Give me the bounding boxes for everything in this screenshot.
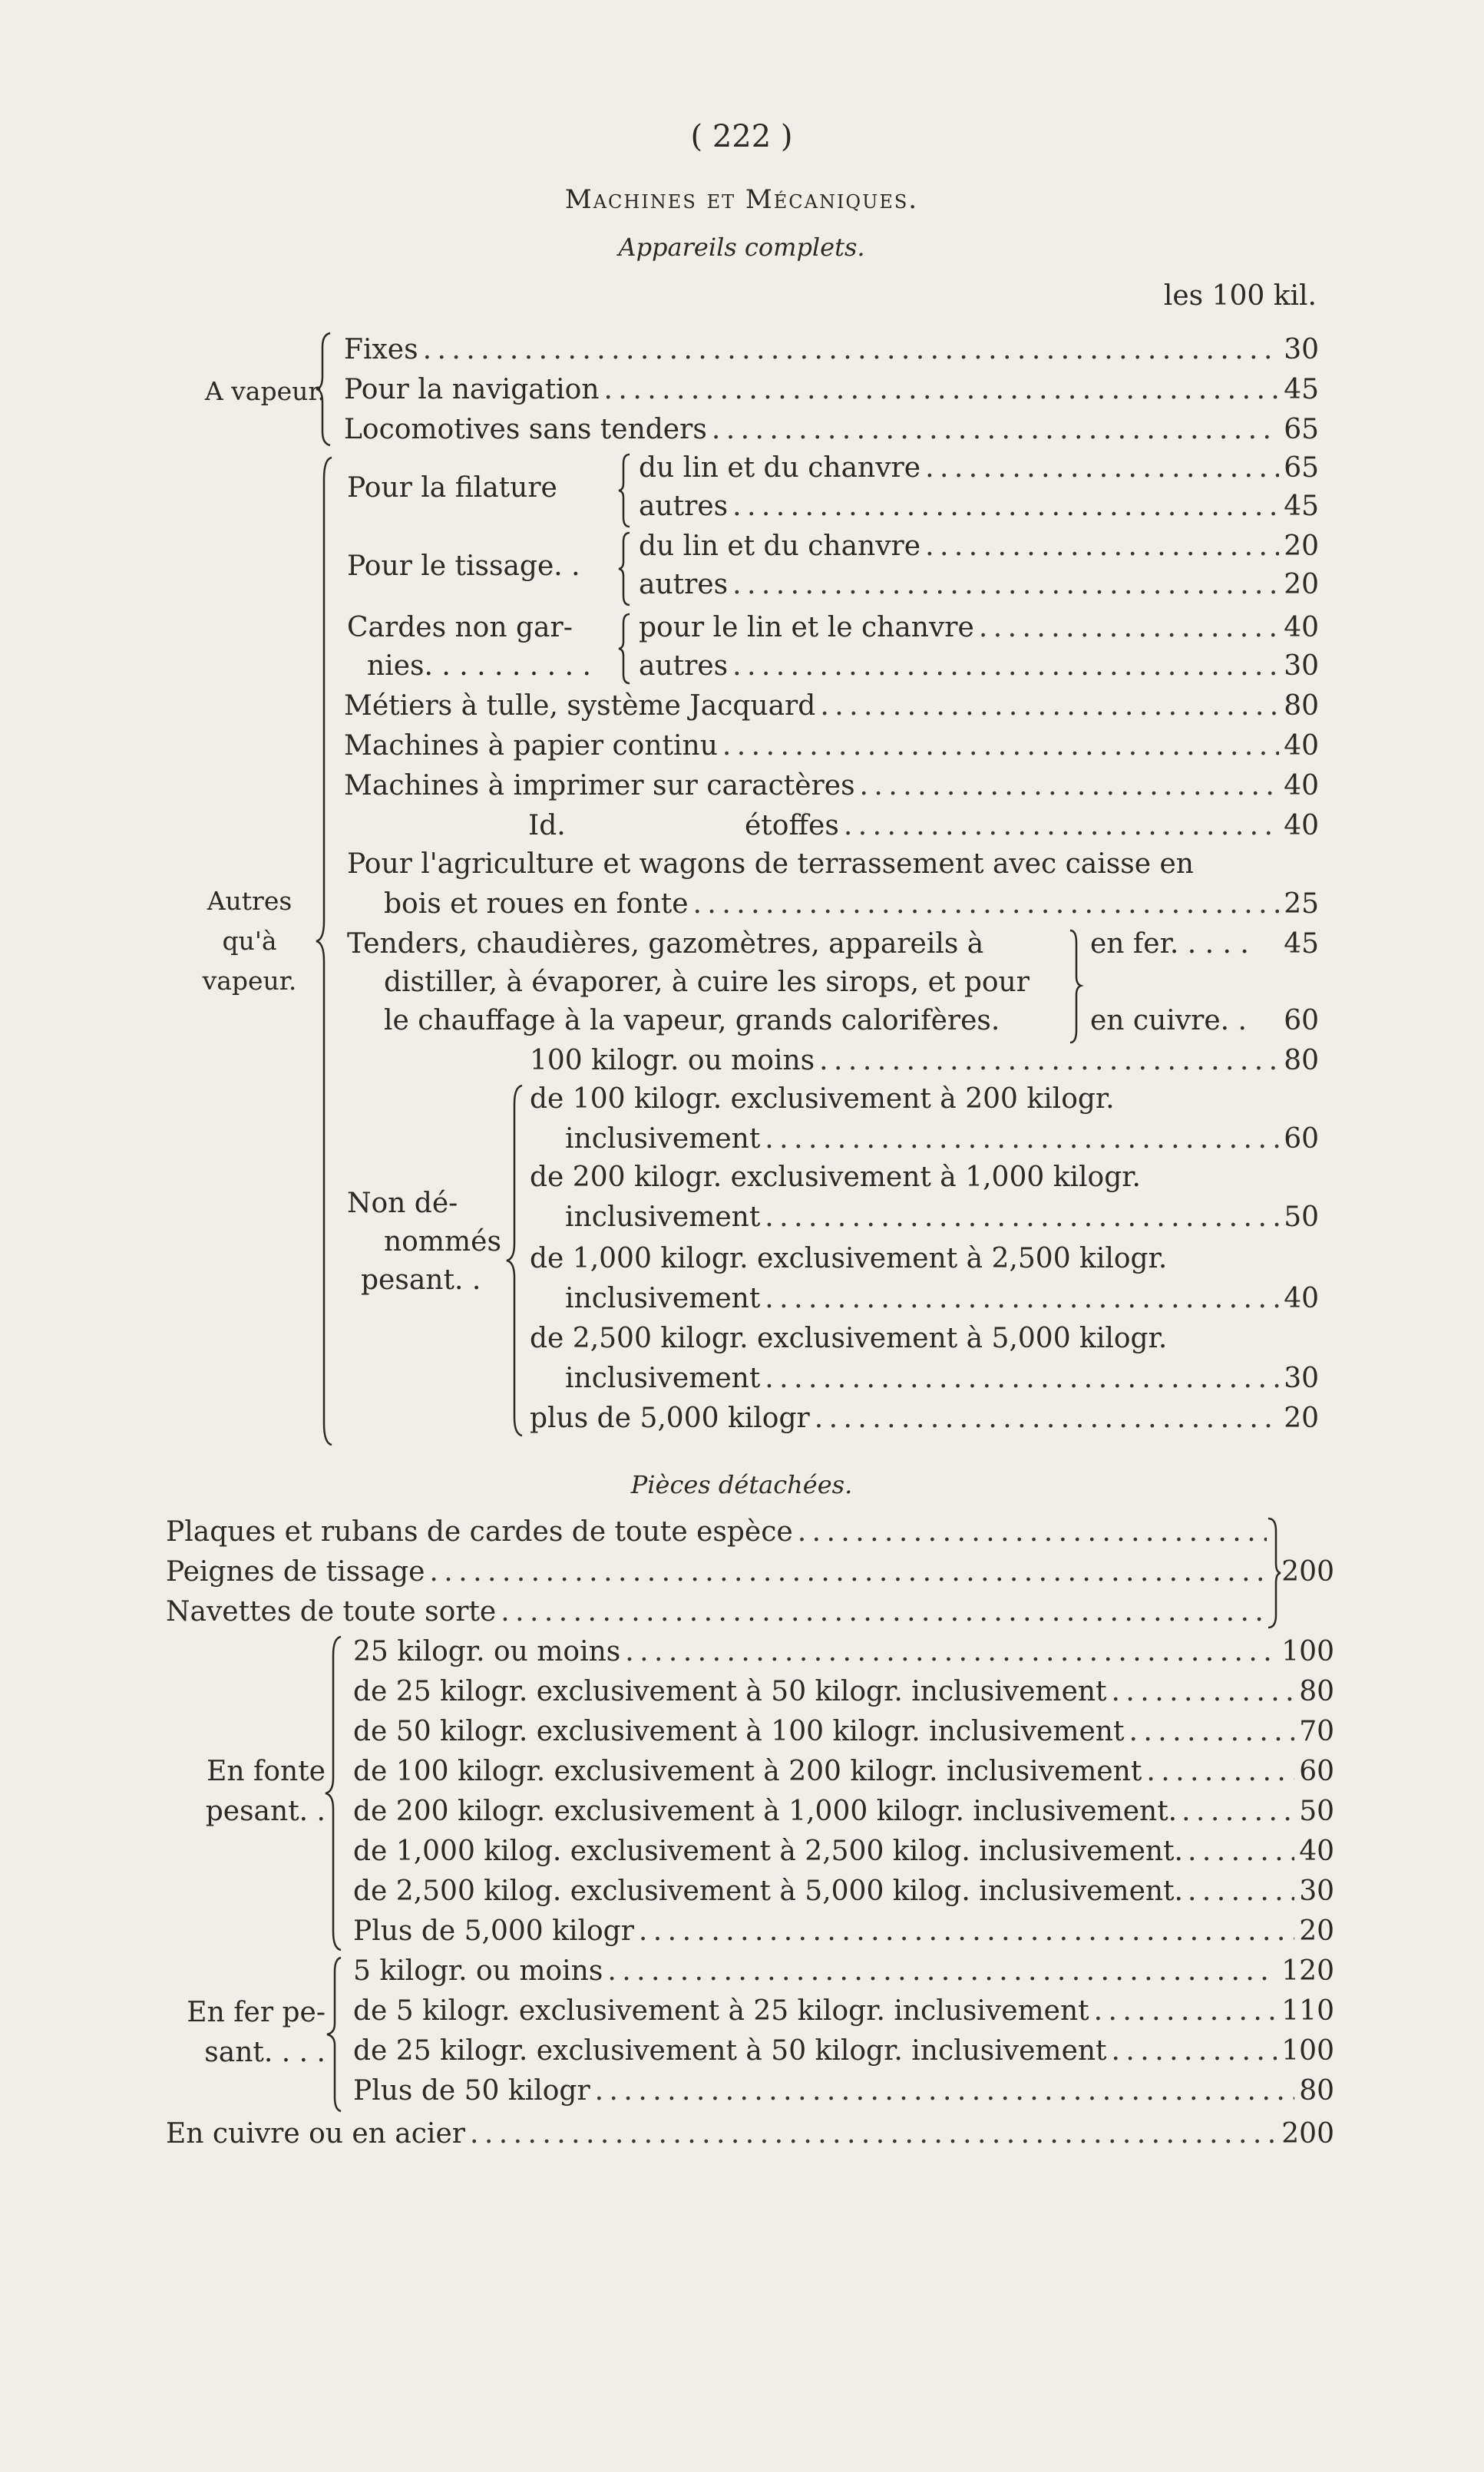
item-label: inclusivement [565, 1201, 761, 1233]
list-item [344, 729, 1319, 763]
list-item [639, 649, 1319, 683]
item-label: plus de 5,000 kilogr [530, 1403, 810, 1434]
tissage-label: Pour le tissage. . [347, 550, 580, 582]
item-label: de 100 kilogr. exclusivement à 200 kilogr. inclusivement [353, 1756, 1142, 1787]
tenders-line-1: Tenders, chaudières, gazomètres, appareils à [347, 928, 984, 960]
list-item [353, 2074, 1334, 2108]
page-number: ( 222 ) [690, 119, 793, 154]
agriculture-line-1: Pour l'agriculture et wagons de terrassement avec caisse en [347, 848, 1194, 880]
item-label: autres [639, 650, 729, 682]
item-label: 25 kilogr. ou moins [353, 1636, 621, 1667]
filature-brace [619, 453, 631, 528]
item-label: Navettes de toute sorte [166, 1596, 497, 1628]
list-item [166, 1555, 1271, 1589]
item-value: 20 [1299, 1915, 1334, 1947]
item-label: Métiers à tulle, système Jacquard [344, 690, 816, 722]
item-value: 120 [1281, 1955, 1334, 1987]
item-value: 20 [1284, 1403, 1319, 1434]
list-item [639, 451, 1319, 485]
tenders-line-2: distiller, à évaporer, à cuire les sirops, et pour [384, 967, 1030, 998]
item-value: 30 [1284, 334, 1319, 365]
list-item [344, 373, 1319, 407]
cardes-label-1: Cardes non gar- [347, 612, 573, 643]
non-denommes-label-1: Non dé- [347, 1188, 458, 1219]
non-denommes-label-2: nommés [384, 1226, 501, 1257]
detached-value: 200 [1281, 1556, 1334, 1588]
tenders-fer-label: en fer. . . . . [1090, 928, 1249, 960]
subsection-detached-title: Pièces détachées. [630, 1470, 853, 1499]
nd-row-3-line-1: de 1,000 kilogr. exclusivement à 2,500 kilogr. [530, 1243, 1168, 1274]
item-value: 40 [1299, 1836, 1334, 1867]
item-value: 40 [1284, 730, 1319, 762]
list-item [565, 1201, 1319, 1234]
item-label: Locomotives sans tenders [344, 414, 707, 445]
list-item [565, 1362, 1319, 1396]
item-label: Fixes [344, 334, 418, 365]
list-item [344, 413, 1319, 447]
item-label: Machines à imprimer sur caractères [344, 770, 855, 801]
item-value: 40 [1284, 1283, 1319, 1314]
list-item [353, 1955, 1334, 1988]
nd-row-2-line-1: de 200 kilogr. exclusivement à 1,000 kilogr. [530, 1162, 1141, 1193]
item-value: 50 [1284, 1201, 1319, 1233]
en-fonte-label-1: En fonte [207, 1756, 326, 1787]
list-item [344, 333, 1319, 367]
item-label: autres [639, 491, 729, 522]
item-label: pour le lin et le chanvre [639, 612, 974, 643]
item-value: 200 [1281, 2118, 1334, 2150]
item-value: 65 [1284, 452, 1319, 484]
subsection-complete-title: Appareils complets. [618, 233, 865, 262]
tenders-brace [1069, 929, 1082, 1044]
item-label: Plaques et rubans de cardes de toute espèce [166, 1516, 793, 1548]
item-value: 80 [1299, 2075, 1334, 2107]
item-label: 5 kilogr. ou moins [353, 1955, 603, 1987]
item-label: du lin et du chanvre [639, 530, 921, 562]
list-item [353, 1915, 1334, 1948]
item-value: 100 [1281, 2035, 1334, 2067]
section-title: Machines et Mécaniques. [564, 184, 919, 215]
item-label: inclusivement [565, 1123, 761, 1155]
list-item [353, 1795, 1334, 1829]
item-label: de 25 kilogr. exclusivement à 50 kilogr. inclusivement [353, 1676, 1107, 1707]
item-value: 70 [1299, 1716, 1334, 1747]
item-label: du lin et du chanvre [639, 452, 921, 484]
list-item [166, 2117, 1334, 2151]
tenders-cuivre-label: en cuivre. . [1090, 1005, 1247, 1036]
item-label: Machines à papier continu [344, 730, 718, 762]
list-item [353, 1875, 1334, 1909]
cardes-brace [619, 613, 631, 685]
autres-label-2: qu'à [222, 926, 277, 956]
list-item [353, 2034, 1334, 2068]
list-item [1090, 1004, 1319, 1038]
en-fer-brace [329, 1956, 344, 2113]
item-label: de 25 kilogr. exclusivement à 50 kilogr. inclusivement [353, 2035, 1107, 2067]
item-value: 25 [1284, 888, 1319, 920]
list-item [344, 689, 1319, 723]
list-item [639, 530, 1319, 563]
tissage-brace [619, 531, 631, 606]
item-value: 65 [1284, 414, 1319, 445]
a-vapeur-brace [318, 332, 333, 447]
filature-label: Pour la filature [347, 472, 557, 504]
item-label: inclusivement [565, 1283, 761, 1314]
autres-label-3: vapeur. [202, 966, 297, 996]
cardes-label-2: nies. . . . . . . . . . [367, 650, 591, 682]
item-label: bois et roues en fonte [384, 888, 689, 920]
item-value: 80 [1284, 1045, 1319, 1076]
item-value: 40 [1284, 612, 1319, 643]
list-item [565, 1122, 1319, 1156]
item-label: de 50 kilogr. exclusivement à 100 kilogr. inclusivement [353, 1716, 1125, 1747]
item-label: de 5 kilogr. exclusivement à 25 kilogr. inclusivement [353, 1995, 1089, 2027]
item-value: 45 [1284, 491, 1319, 522]
item-value: 60 [1284, 1123, 1319, 1155]
item-value: 40 [1284, 770, 1319, 801]
tenders-cuivre-value: 60 [1284, 1005, 1319, 1036]
item-value: 100 [1281, 1636, 1334, 1667]
item-label: inclusivement [565, 1363, 761, 1394]
item-label: Peignes de tissage [166, 1556, 425, 1588]
item-value: 50 [1299, 1796, 1334, 1827]
list-item [565, 1282, 1319, 1316]
list-item [353, 1835, 1334, 1869]
item-value: 60 [1299, 1756, 1334, 1787]
list-item [166, 1595, 1271, 1629]
autres-label-1: Autres [207, 886, 293, 916]
item-value: 30 [1284, 650, 1319, 682]
list-item [353, 1994, 1334, 2028]
list-item [384, 887, 1319, 921]
list-item [530, 1402, 1319, 1436]
nd-row-1-line-1: de 100 kilogr. exclusivement à 200 kilogr. [530, 1083, 1115, 1115]
list-item [639, 611, 1319, 645]
item-label: En cuivre ou en acier [166, 2118, 465, 2150]
item-label: de 1,000 kilog. exclusivement à 2,500 kilog. inclusivement. [353, 1836, 1183, 1867]
list-item [353, 1635, 1334, 1669]
en-fonte-brace [327, 1635, 344, 1951]
list-item [353, 1755, 1334, 1789]
item-label: de 2,500 kilog. exclusivement à 5,000 kilog. inclusivement. [353, 1875, 1183, 1907]
list-item [344, 769, 1319, 803]
a-vapeur-label: A vapeur. [204, 376, 326, 406]
item-label: Plus de 5,000 kilogr [353, 1915, 634, 1947]
item-value: 110 [1281, 1995, 1334, 2027]
item-value: 20 [1284, 530, 1319, 562]
list-item [344, 809, 1319, 843]
item-value: 30 [1284, 1363, 1319, 1394]
item-label: étoffes [745, 810, 839, 841]
item-value: 80 [1299, 1676, 1334, 1707]
item-label: de 200 kilogr. exclusivement à 1,000 kilogr. inclusivement. [353, 1796, 1178, 1827]
item-label-id: Id. [528, 810, 566, 841]
tenders-line-3: le chauffage à la vapeur, grands calorifères. [384, 1005, 1000, 1036]
autres-brace [318, 456, 336, 1446]
item-value: 20 [1284, 569, 1319, 600]
en-fer-label-2: sant. . . . [204, 2037, 326, 2068]
list-item [639, 490, 1319, 524]
list-item [353, 1675, 1334, 1709]
item-label: Pour la navigation [344, 374, 600, 405]
list-item [639, 568, 1319, 602]
item-value: 80 [1284, 690, 1319, 722]
item-label: autres [639, 569, 729, 600]
list-item [353, 1715, 1334, 1749]
item-value: 45 [1284, 374, 1319, 405]
list-item [530, 1044, 1319, 1078]
item-value: 30 [1299, 1875, 1334, 1907]
unit-header: les 100 kil. [1163, 280, 1317, 312]
en-fer-label-1: En fer pe- [187, 1997, 326, 2028]
item-label: 100 kilogr. ou moins [530, 1045, 815, 1076]
non-denommes-brace [507, 1084, 525, 1437]
non-denommes-label-3: pesant. . [361, 1264, 481, 1296]
item-label: Plus de 50 kilogr [353, 2075, 590, 2107]
nd-row-4-line-1: de 2,500 kilogr. exclusivement à 5,000 kilogr. [530, 1323, 1168, 1354]
en-fonte-label-2: pesant. . [205, 1796, 326, 1827]
list-item [166, 1515, 1271, 1549]
tenders-fer-value: 45 [1284, 928, 1319, 960]
item-value: 40 [1284, 810, 1319, 841]
list-item [1090, 927, 1319, 961]
